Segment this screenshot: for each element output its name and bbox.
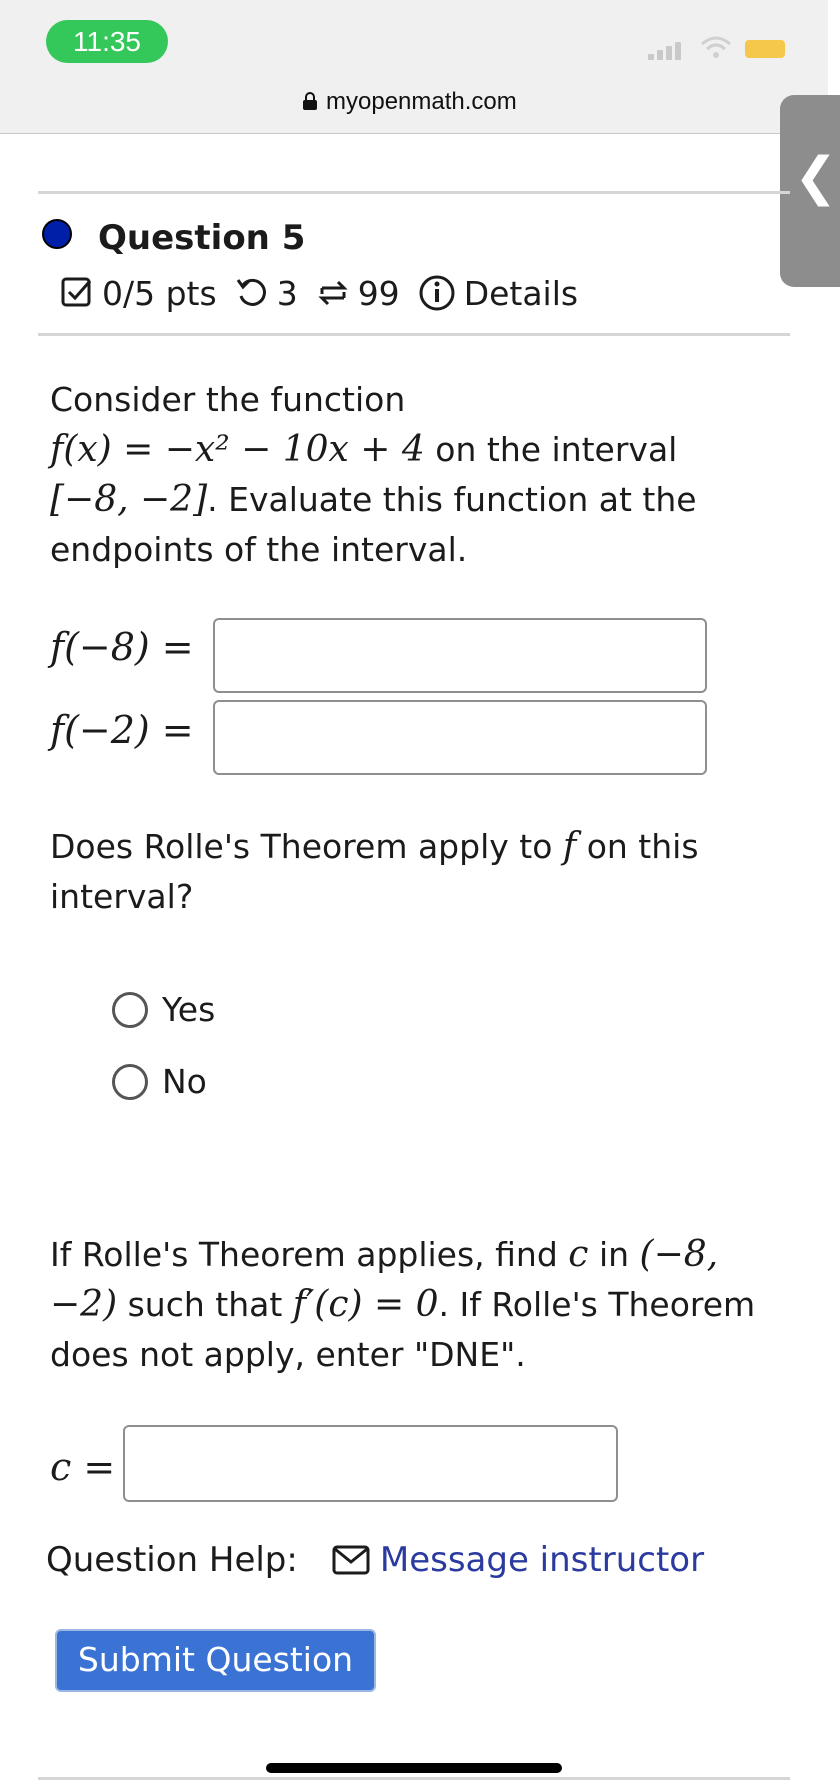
battery-icon <box>745 40 785 58</box>
versions-count: 99 <box>357 273 400 313</box>
points: 0/5 pts <box>102 273 217 313</box>
f-neg8-input[interactable] <box>213 618 707 693</box>
c-input[interactable] <box>123 1425 618 1502</box>
home-indicator[interactable] <box>266 1763 562 1773</box>
details-link[interactable]: Details <box>463 273 579 313</box>
rolle-question: Does Rolle's Theorem apply to f on this interval? <box>50 826 699 916</box>
f-neg2-label: f(−2) = <box>50 708 194 752</box>
versions-icon <box>316 276 350 310</box>
question-status-dot <box>42 219 72 249</box>
radio-option-no[interactable] <box>112 1062 207 1101</box>
radio-label: No <box>162 1062 207 1101</box>
message-instructor-link[interactable]: Message instructor <box>379 1540 705 1580</box>
radio-option-yes[interactable] <box>112 990 215 1029</box>
c-label: c = <box>50 1445 116 1489</box>
url-bar[interactable]: myopenmath.com <box>326 88 517 115</box>
mail-icon[interactable] <box>332 1545 370 1575</box>
divider <box>38 1777 790 1780</box>
divider <box>38 191 790 194</box>
question-meta <box>60 272 596 314</box>
question-title: Question 5 <box>98 218 306 258</box>
status-time: 11:35 <box>46 20 168 63</box>
signal-icon <box>648 42 682 60</box>
question-help <box>46 1540 704 1580</box>
question-prompt: Consider the function f(x) = −x² − 10x + 4 on the interval [−8, −2]. Evaluate this function at the endpoints of the interval. <box>50 380 697 569</box>
f-neg2-input[interactable] <box>213 700 707 775</box>
f-neg8-label: f(−8) = <box>50 625 194 669</box>
submit-question-button[interactable]: Submit Question <box>55 1629 376 1692</box>
function-expression: f(x) = −x² − 10x + 4 <box>50 429 425 470</box>
chevron-left-icon: ❮ <box>794 147 838 207</box>
interval-expression: [−8, −2] <box>50 479 208 520</box>
wifi-icon <box>700 36 732 60</box>
radio-button[interactable] <box>112 992 148 1028</box>
radio-button[interactable] <box>112 1064 148 1100</box>
info-icon[interactable] <box>418 274 456 312</box>
retry-icon <box>235 276 269 310</box>
help-label: Question Help: <box>46 1540 298 1580</box>
lock-icon <box>302 92 318 110</box>
radio-label: Yes <box>162 990 216 1029</box>
attempts-count: 3 <box>276 273 298 313</box>
find-c-prompt: If Rolle's Theorem applies, find c in (−8, −2) such that f′(c) = 0. If Rolle's Theorem does not apply, enter "DNE". <box>50 1234 756 1374</box>
divider <box>38 333 790 336</box>
checkbox-icon <box>60 276 94 310</box>
